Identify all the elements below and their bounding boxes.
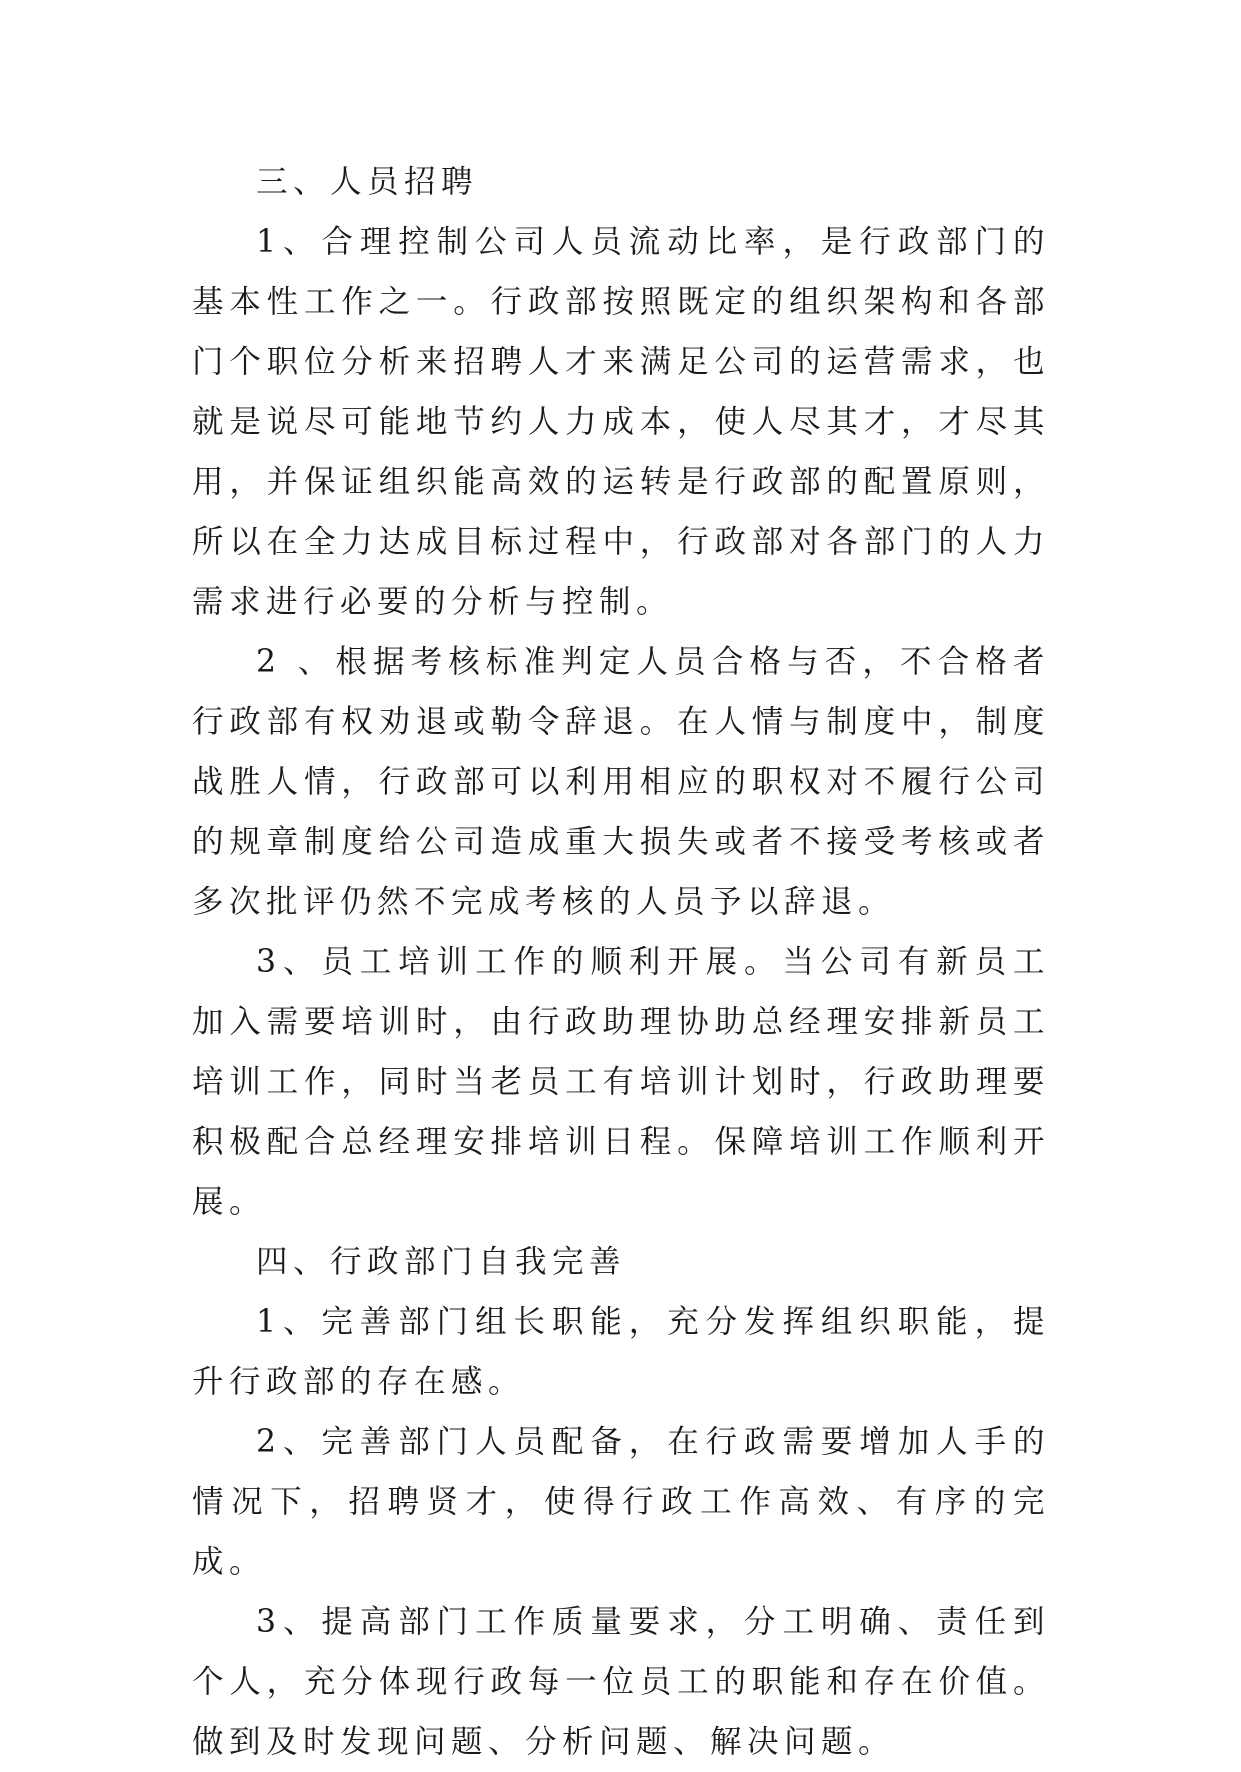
section-heading-self-improvement: 四、行政部门自我完善 <box>256 1244 627 1280</box>
paragraph-recruitment-3: 3、员工培训工作的顺利开展。当公司有新员工加入需要培训时，由行政助理协助总经理安排新员工培训工作，同时当老员工有培训计划时，行政助理要积极配合总经理安排培训日程。保障培训工作顺利开展。 <box>192 944 1050 1220</box>
paragraph-recruitment-2: 2 、根据考核标准判定人员合格与否，不合格者行政部有权劝退或勒令辞退。在人情与制度中，制度战胜人情，行政部可以利用相应的职权对不履行公司的规章制度给公司造成重大损失或者不接受考核或者多次批评仍然不完成考核的人员予以辞退。 <box>192 644 1050 920</box>
paragraph-improvement-2: 2、完善部门人员配备，在行政需要增加人手的情况下，招聘贤才，使得行政工作高效、有序的完成。 <box>192 1424 1050 1580</box>
section-heading-recruitment: 三、人员招聘 <box>256 164 479 200</box>
paragraph-improvement-3: 3、提高部门工作质量要求，分工明确、责任到个人，充分体现行政每一位员工的职能和存在价值。做到及时发现问题、分析问题、解决问题。 <box>192 1604 1050 1760</box>
paragraph-recruitment-1: 1、合理控制公司人员流动比率，是行政部门的基本性工作之一。行政部按照既定的组织架构和各部门个职位分析来招聘人才来满足公司的运营需求，也就是说尽可能地节约人力成本，使人尽其才，才尽其用，并保证组织能高效的运转是行政部的配置原则，所以在全力达成目标过程中，行政部对各部门的人力需求进行必要的分析与控制。 <box>192 224 1050 620</box>
document-body <box>192 152 1050 1772</box>
paragraph-improvement-1: 1、完善部门组长职能，充分发挥组织职能，提升行政部的存在感。 <box>192 1304 1050 1400</box>
